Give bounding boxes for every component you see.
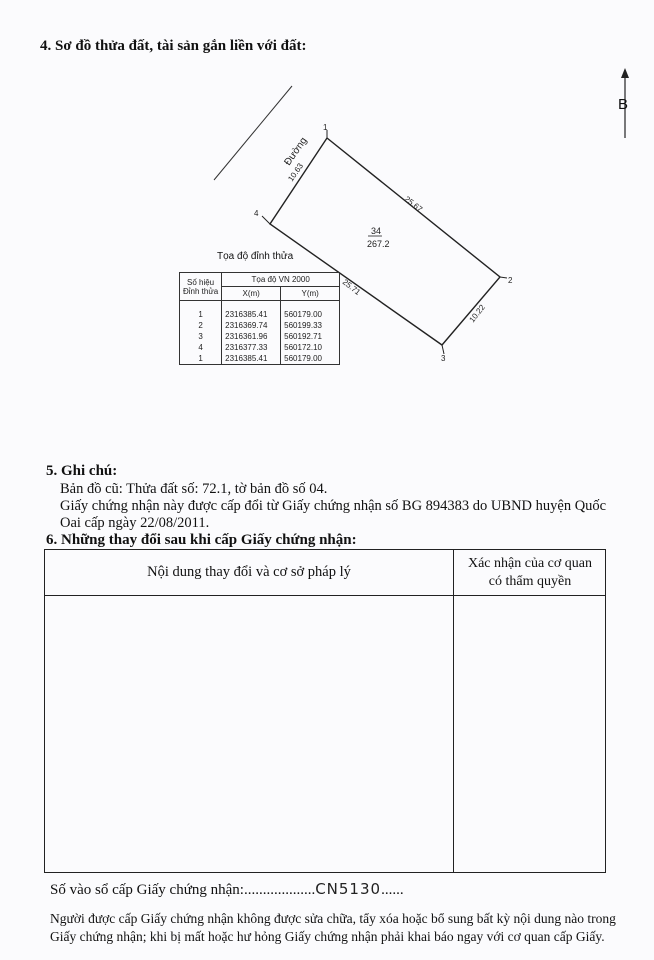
- changes-col2-header-line1: Xác nhận của cơ quan: [467, 556, 592, 571]
- north-label: B: [618, 96, 629, 113]
- row-vertex-id: 1: [180, 353, 222, 365]
- changes-table: [44, 549, 606, 873]
- section-5-title: 5. Ghi chú:: [46, 463, 118, 479]
- changes-col2-header: [453, 555, 607, 591]
- registry-dots-after: ......: [381, 882, 404, 898]
- edge-label-3-4: 25.71: [340, 277, 363, 297]
- section-4-title: 4. Sơ đồ thửa đất, tài sản gắn liền với đất:: [40, 38, 307, 54]
- registry-line: [50, 880, 404, 899]
- changes-col2-header-line2: có thẩm quyền: [488, 574, 572, 589]
- note-line-1: Bản đồ cũ: Thửa đất số: 72.1, tờ bản đồ số 04.: [60, 481, 328, 497]
- edge-label-1-2: 25.67: [402, 194, 425, 214]
- edge-label-2-3: 10.22: [467, 302, 487, 325]
- note-line-3: Oai cấp ngày 22/08/2011.: [60, 515, 210, 531]
- coords-header-vertex-line2: Đỉnh thửa: [183, 286, 219, 296]
- header-divider: [45, 595, 605, 596]
- footer-notice: [50, 910, 616, 946]
- registry-label: Số vào sổ cấp Giấy chứng nhận:: [50, 882, 244, 898]
- vertex-label-1: 1: [323, 123, 328, 132]
- coords-header-vertex-line1: Số hiệu: [187, 277, 215, 287]
- edge-label-4-1: 10.63: [286, 161, 306, 184]
- coords-header-y: Y(m): [281, 287, 340, 301]
- row-vertex-id: 1: [180, 301, 222, 321]
- coords-header-x: X(m): [222, 287, 281, 301]
- vertex-label-2: 2: [508, 276, 513, 285]
- table-row: [180, 301, 340, 321]
- table-row: [180, 342, 340, 353]
- table-row: [180, 353, 340, 365]
- registry-dots-before: ...................: [243, 882, 316, 898]
- note-line-2: Giấy chứng nhận này được cấp đổi từ Giấy chứng nhận số BG 894383 do UBND huyện Quốc: [60, 498, 607, 514]
- row-y-value: 560179.00: [281, 353, 340, 365]
- coords-header-vertex: [180, 273, 222, 301]
- row-vertex-id: 2: [180, 320, 222, 331]
- vertex-label-4: 4: [254, 209, 259, 218]
- registry-number: CN5130: [315, 880, 382, 898]
- row-vertex-id: 4: [180, 342, 222, 353]
- coords-caption: Tọa độ đỉnh thửa: [217, 251, 294, 262]
- row-x-value: 2316369.74: [222, 320, 281, 331]
- coords-header-system: Tọa độ VN 2000: [222, 273, 340, 287]
- parcel-number: 34: [371, 226, 382, 236]
- row-y-value: 560172.10: [281, 342, 340, 353]
- row-x-value: 2316385.41: [222, 353, 281, 365]
- row-vertex-id: 3: [180, 331, 222, 342]
- row-y-value: 560179.00: [281, 301, 340, 321]
- section-6-title: 6. Những thay đổi sau khi cấp Giấy chứng nhận:: [46, 532, 357, 548]
- table-row: [180, 320, 340, 331]
- vertex-label-3: 3: [441, 354, 446, 363]
- parcel-area: 267.2: [367, 239, 390, 249]
- footer-line-2: Giấy chứng nhận; khi bị mất hoặc hư hỏng Giấy chứng nhận phải khai báo ngay với cơ quan cấp Giấy.: [50, 929, 605, 944]
- coords-table: [179, 272, 340, 365]
- row-y-value: 560192.71: [281, 331, 340, 342]
- column-divider: [453, 550, 454, 872]
- table-row: [180, 331, 340, 342]
- row-x-value: 2316361.96: [222, 331, 281, 342]
- row-x-value: 2316377.33: [222, 342, 281, 353]
- row-y-value: 560199.33: [281, 320, 340, 331]
- footer-line-1: Người được cấp Giấy chứng nhận không được sửa chữa, tẩy xóa hoặc bổ sung bất kỳ nội dung nào trong: [50, 911, 616, 926]
- changes-col1-header: Nội dung thay đổi và cơ sở pháp lý: [147, 564, 351, 580]
- road-label: Đường: [282, 135, 310, 168]
- road-edge-line: [214, 86, 292, 180]
- row-x-value: 2316385.41: [222, 301, 281, 321]
